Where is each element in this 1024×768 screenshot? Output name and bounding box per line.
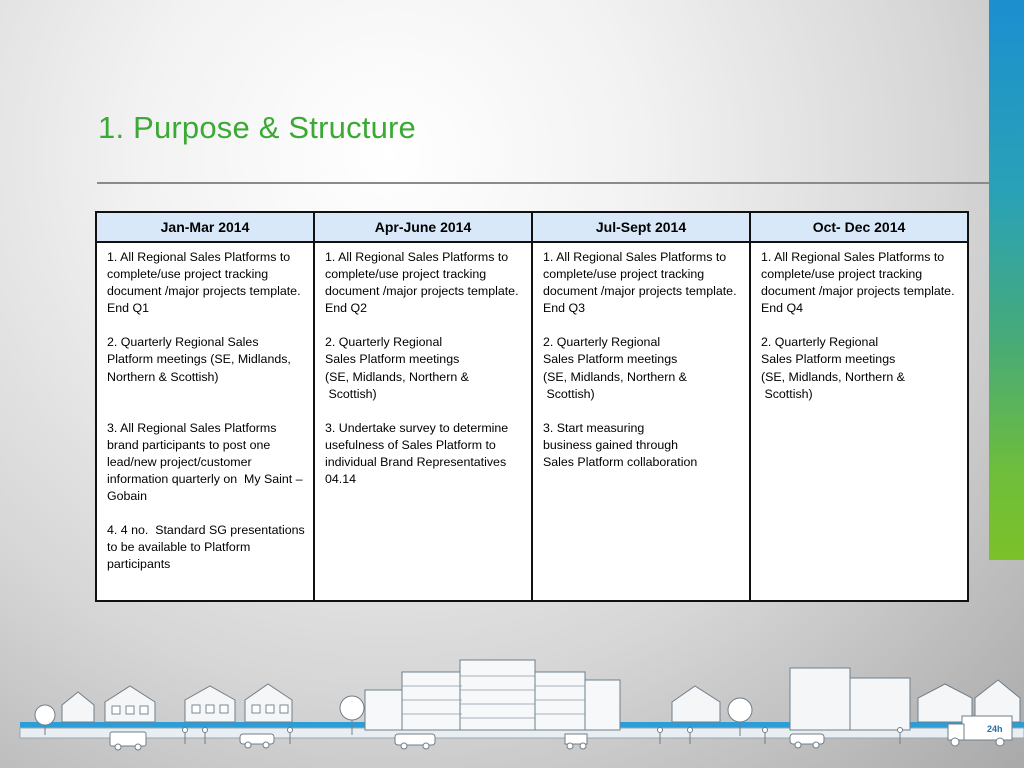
truck-label: 24h: [987, 724, 1003, 734]
list-item: 2. Quarterly Regional Sales Platform meetings (SE, Midlands, Northern & Scottish): [761, 335, 905, 401]
cell-q3: [532, 242, 750, 601]
list-item: 1. All Regional Sales Platforms to complete/use project tracking document /major projects template. End Q3: [543, 250, 740, 316]
table-header-row: [96, 212, 968, 242]
list-item: 2. Quarterly Regional Sales Platform meetings (SE, Midlands, Northern & Scottish): [325, 335, 469, 401]
list-item: 2. Quarterly Regional Sales Platform meetings (SE, Midlands, Northern & Scottish): [543, 335, 687, 401]
slide-title: 1. Purpose & Structure: [98, 110, 417, 145]
list-item: 1. All Regional Sales Platforms to complete/use project tracking document /major projects template. End Q1: [107, 250, 304, 316]
column-header-q1: Jan-Mar 2014: [96, 212, 314, 242]
house-building: [62, 684, 292, 722]
list-item: 1. All Regional Sales Platforms to complete/use project tracking document /major projects template. End Q4: [761, 250, 958, 316]
list-item: 4. 4 no. Standard SG presentations to be available to Platform participants: [107, 523, 309, 572]
title-divider: [97, 182, 989, 184]
cell-q1: [96, 242, 314, 601]
quarterly-plan-table: [95, 211, 969, 602]
list-item: 3. Start measuring business gained through Sales Platform collaboration: [543, 420, 698, 469]
list-item: 3. Undertake survey to determine usefulness of Sales Platform to individual Brand Representatives 04.14: [325, 420, 512, 487]
column-header-q3: Jul-Sept 2014: [532, 212, 750, 242]
column-header-q4: Oct- Dec 2014: [750, 212, 968, 242]
list-item: 3. All Regional Sales Platforms brand participants to post one lead/new project/customer information quarterly on My Saint –Gobain: [107, 420, 303, 504]
list-item: 2. Quarterly Regional Sales Platform meetings (SE, Midlands, Northern & Scottish): [107, 335, 295, 384]
office-building: [365, 660, 620, 730]
list-item: 1. All Regional Sales Platforms to complete/use project tracking document /major projects template. End Q2: [325, 250, 522, 316]
cell-q2: [314, 242, 532, 601]
decorative-side-bar: [989, 0, 1024, 560]
column-header-q2: Apr-June 2014: [314, 212, 532, 242]
townscape-illustration: [0, 650, 1024, 768]
table-row: [96, 242, 968, 601]
cell-q4: [750, 242, 968, 601]
